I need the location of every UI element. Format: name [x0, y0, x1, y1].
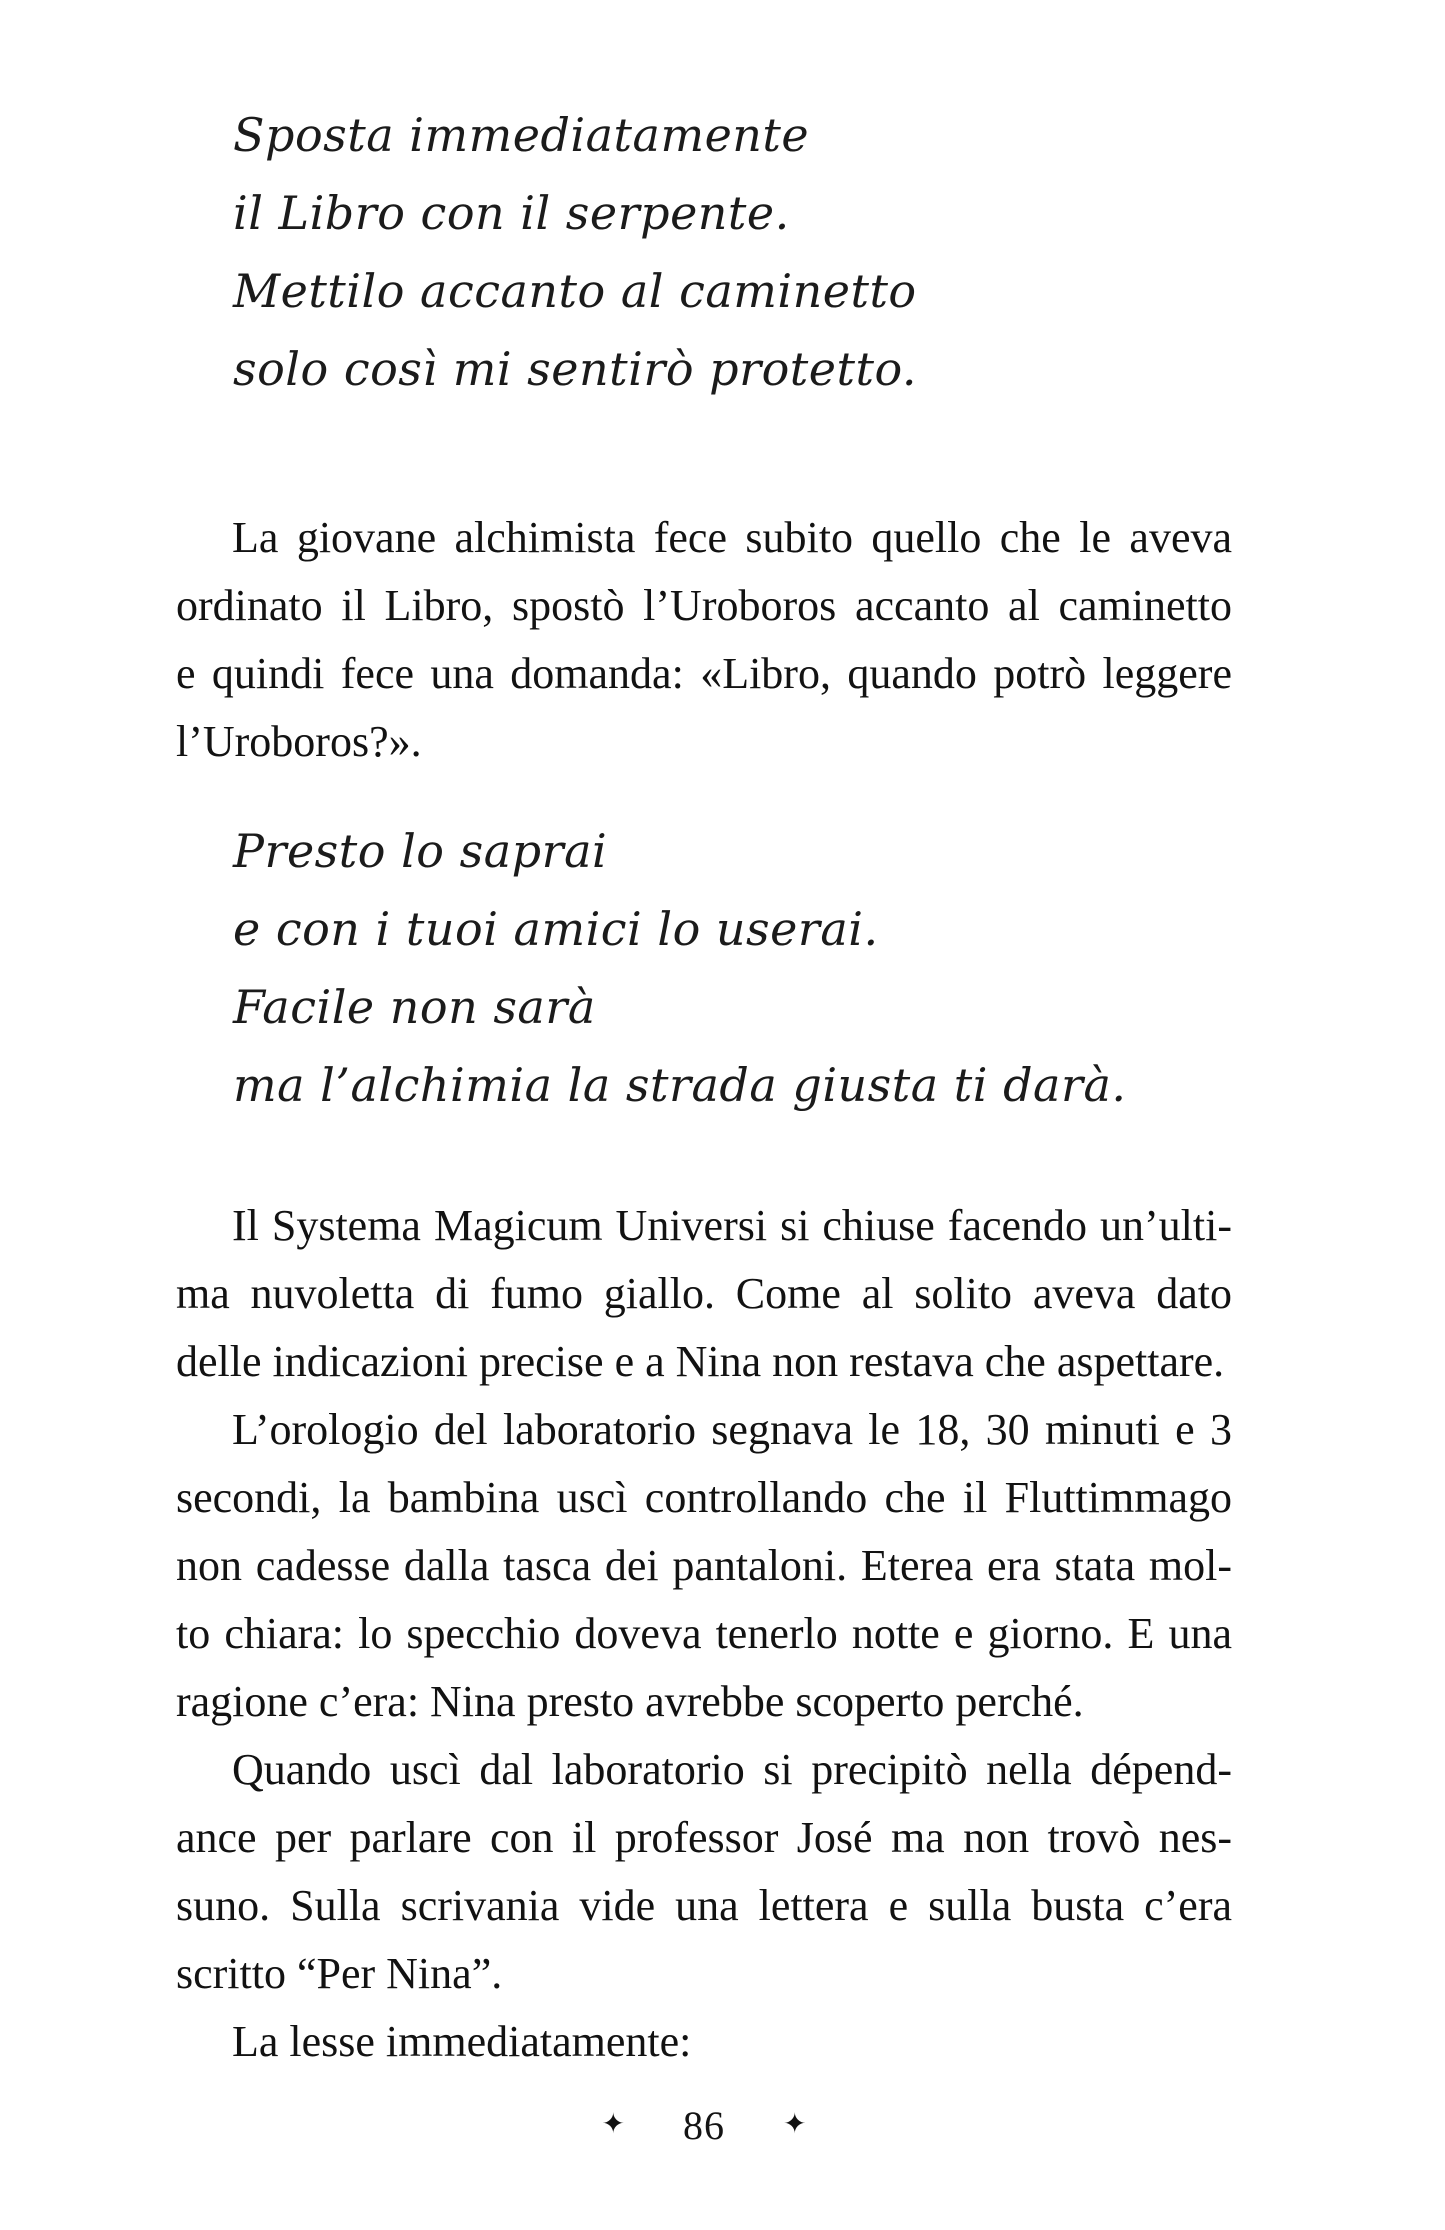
verse-line: Sposta immediatamente — [233, 108, 810, 162]
text-line: Quando uscì dal laboratorio si precipitò nella dépend- — [232, 1745, 1232, 1794]
text-line: Il Systema Magicum Universi si chiuse facendo un’ulti- — [232, 1201, 1232, 1250]
body-paragraph-4 — [176, 1736, 1232, 2008]
text-line: to chiara: lo specchio doveva tenerlo notte e giorno. E una — [176, 1609, 1232, 1658]
text-line: La giovane alchimista fece subito quello che le aveva — [232, 513, 1232, 562]
verse-block-1 — [233, 96, 1232, 408]
text-line: secondi, la bambina uscì controllando che il Fluttimmago — [176, 1473, 1232, 1522]
text-line: L’orologio del laboratorio segnava le 18, 30 minuti e 3 — [232, 1405, 1232, 1454]
body-paragraph-3 — [176, 1396, 1232, 1736]
text-line: ance per parlare con il professor José ma non trovò nes- — [176, 1813, 1232, 1862]
text-line: suno. Sulla scrivania vide una lettera e sulla busta c’era — [176, 1881, 1232, 1930]
verse-block-2 — [233, 812, 1232, 1124]
verse-line: ma l’alchimia la strada giusta ti darà. — [233, 1058, 1127, 1112]
verse-line: e con i tuoi amici lo userai. — [233, 902, 879, 956]
text-line: ragione c’era: Nina presto avrebbe scoperto perché. — [176, 1677, 1084, 1726]
text-line: La lesse immediatamente: — [232, 2017, 692, 2066]
body-paragraph-2 — [176, 1192, 1232, 1396]
verse-line: solo così mi sentirò protetto. — [233, 342, 917, 396]
body-paragraph-5 — [176, 2008, 1232, 2076]
star-ornament-icon: ✦ — [783, 2108, 807, 2140]
page-footer — [176, 2102, 1232, 2149]
text-line: l’Uroboros?». — [176, 717, 422, 766]
body-paragraph-1 — [176, 504, 1232, 776]
text-line: scritto “Per Nina”. — [176, 1949, 503, 1998]
page-number: 86 — [683, 2103, 725, 2148]
verse-line: Presto lo saprai — [233, 824, 608, 878]
star-ornament-icon: ✦ — [601, 2108, 625, 2140]
verse-line: Facile non sarà — [233, 980, 596, 1034]
text-line: e quindi fece una domanda: «Libro, quando potrò leggere — [176, 649, 1232, 698]
verse-line: Mettilo accanto al caminetto — [233, 264, 917, 318]
text-column — [176, 0, 1232, 2076]
verse-line: il Libro con il serpente. — [233, 186, 790, 240]
text-line: delle indicazioni precise e a Nina non restava che aspettare. — [176, 1337, 1225, 1386]
text-line: ma nuvoletta di fumo giallo. Come al solito aveva dato — [176, 1269, 1232, 1318]
text-line: non cadesse dalla tasca dei pantaloni. Eterea era stata mol- — [176, 1541, 1232, 1590]
text-line: ordinato il Libro, spostò l’Uroboros accanto al caminetto — [176, 581, 1232, 630]
